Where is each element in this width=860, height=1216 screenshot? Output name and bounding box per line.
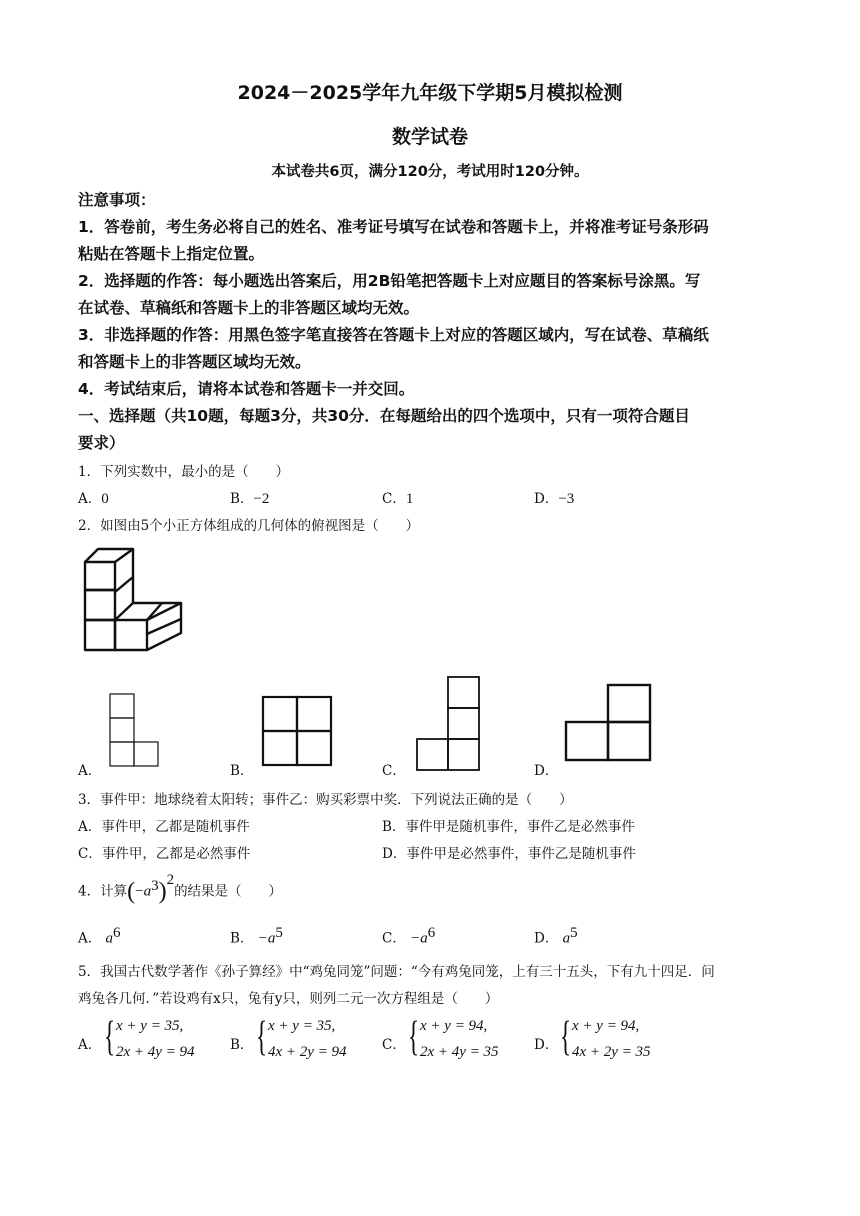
q1-option-b: B．−2: [230, 491, 270, 507]
q1-option-a: A．0: [78, 491, 109, 507]
q2-option-b-figure: [260, 694, 336, 770]
notice-item-3-line-1: 3．非选择题的作答：用黑色签字笔直接答在答题卡上对应的答题区域内，写在试卷、草稿纸: [78, 326, 709, 344]
notice-item-1-line-2: 粘贴在答题卡上指定位置。: [78, 245, 265, 263]
q5-option-d-label: D．: [534, 1037, 559, 1053]
q5-option-c-label: C．: [382, 1037, 406, 1053]
q4-option-a: A． $a^6$: [78, 925, 121, 947]
section-1-heading-line-1: 一、选择题（共10题，每题3分，共30分．在每题给出的四个选项中，只有一项符合题目: [78, 407, 690, 425]
q4-option-c: C． $-a^6$: [382, 925, 436, 947]
q2-option-d-label: D．: [534, 763, 559, 779]
q4-stem: 4．计算$(-a^3)^2$的结果是（ ）: [78, 872, 283, 905]
q2-option-c-label: C．: [382, 763, 406, 779]
q3-option-d: D．事件甲是必然事件，事件乙是随机事件: [382, 846, 636, 862]
notice-item-3-line-2: 和答题卡上的非答题区域均无效。: [78, 353, 311, 371]
q2-option-d-figure: [562, 682, 654, 764]
q3-option-b: B．事件甲是随机事件，事件乙是必然事件: [382, 819, 635, 835]
q5-option-b-label: B．: [230, 1037, 254, 1053]
q5-option-a-eq-2: 2x + 4y = 94: [116, 1044, 195, 1060]
q3-stem: 3．事件甲：地球绕着太阳转；事件乙：购买彩票中奖．下列说法正确的是（ ）: [78, 792, 573, 808]
q5-option-b-brace: {: [256, 1014, 268, 1060]
q1-stem: 1．下列实数中，最小的是（ ）: [78, 464, 290, 480]
q3-option-c: C．事件甲，乙都是必然事件: [78, 846, 251, 862]
notice-item-2-line-1: 2．选择题的作答：每小题选出答案后，用2B铅笔把答题卡上对应题目的答案标号涂黑。写: [78, 272, 701, 290]
q5-stem-line-1: 5．我国古代数学著作《孙子算经》中“鸡兔同笼”问题：“今有鸡兔同笼，上有三十五头，下有九十四足．问: [78, 964, 715, 980]
q2-option-c-figure: [412, 674, 484, 772]
q2-stem: 2．如图由5个小正方体组成的几何体的俯视图是（ ）: [78, 518, 420, 534]
q5-option-d-brace: {: [560, 1014, 572, 1060]
q2-option-b-label: B．: [230, 763, 254, 779]
q2-option-a-label: A．: [78, 763, 102, 779]
notice-heading: 注意事项：: [78, 191, 156, 209]
q5-option-b-eq-1: x + y = 35,: [268, 1018, 336, 1034]
q4-option-b: B． $-a^5$: [230, 925, 283, 947]
q3-option-a: A．事件甲，乙都是随机事件: [78, 819, 250, 835]
section-1-heading-line-2: 要求）: [78, 434, 125, 452]
q5-option-a-eq-1: x + y = 35,: [116, 1018, 184, 1034]
q2-cube-figure: [80, 545, 190, 660]
q2-option-a-figure: [108, 692, 164, 770]
q5-option-a-label: A．: [78, 1037, 102, 1053]
notice-item-2-line-2: 在试卷、草稿纸和答题卡上的非答题区域均无效。: [78, 299, 420, 317]
q5-option-a-brace: {: [104, 1014, 116, 1060]
page-title: 2024－2025学年九年级下学期5月模拟检测: [237, 82, 623, 104]
q5-option-c-brace: {: [408, 1014, 420, 1060]
q5-option-d-eq-1: x + y = 94,: [572, 1018, 640, 1034]
notice-item-4: 4．考试结束后，请将本试卷和答题卡一并交回。: [78, 380, 415, 398]
q5-option-d-eq-2: 4x + 2y = 35: [572, 1044, 651, 1060]
q1-option-c: C．1: [382, 491, 414, 507]
notice-item-1-line-1: 1．答卷前，考生务必将自己的姓名、准考证号填写在试卷和答题卡上，并将准考证号条形码: [78, 218, 709, 236]
page-subtitle: 数学试卷: [391, 126, 468, 148]
q5-option-c-eq-1: x + y = 94,: [420, 1018, 488, 1034]
q5-option-b-eq-2: 4x + 2y = 94: [268, 1044, 347, 1060]
q5-option-c-eq-2: 2x + 4y = 35: [420, 1044, 499, 1060]
q4-option-d: D． $a^5$: [534, 925, 578, 947]
q5-stem-line-2: 鸡兔各几何．”若设鸡有x只，兔有y只，则列二元一次方程组是（ ）: [78, 991, 499, 1007]
exam-info: 本试卷共6页，满分120分，考试用时120分钟。: [271, 164, 589, 180]
q1-option-d: D．−3: [534, 491, 575, 507]
